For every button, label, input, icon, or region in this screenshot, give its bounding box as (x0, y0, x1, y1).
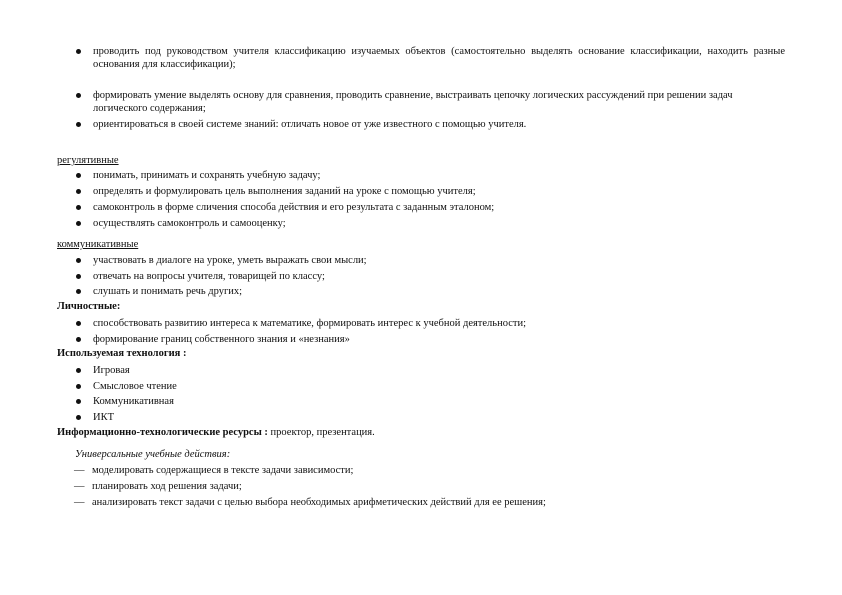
list-item-text: анализировать текст задачи с целью выбора необходимых арифметических действий для ее решения; (92, 497, 546, 508)
bullet-icon (76, 274, 81, 279)
list-item (93, 380, 177, 393)
list-item (93, 89, 745, 115)
bullet-icon (76, 384, 81, 389)
list-item (93, 411, 114, 424)
bullet-icon (76, 189, 81, 194)
bullet-icon (76, 173, 81, 178)
list-item-text: планировать ход решения задачи; (92, 481, 242, 492)
list-item (93, 364, 130, 377)
list-item (93, 254, 367, 267)
list-item (93, 270, 325, 283)
list-item (93, 45, 785, 71)
list-item (93, 169, 320, 182)
bullet-icon (76, 399, 81, 404)
list-item (93, 285, 242, 298)
dash-marker: — (74, 481, 85, 492)
section-title-universal: Универсальные учебные действия: (75, 449, 231, 460)
list-item (93, 185, 476, 198)
list-item (93, 395, 174, 408)
bullet-icon (76, 93, 81, 98)
list-item (93, 333, 350, 346)
bullet-icon (76, 205, 81, 210)
bullet-icon (76, 258, 81, 263)
list-item-text: ИКТ (93, 412, 114, 423)
list-item (74, 480, 242, 493)
list-item-text: моделировать содержащиеся в тексте задачи зависимости; (92, 465, 354, 476)
bullet-icon (76, 49, 81, 54)
bullet-icon (76, 337, 81, 342)
section-title-communicative: коммуникативные (57, 239, 139, 250)
section-title-technology: Используемая технология : (57, 348, 187, 359)
section-title-resources: Информационно-технологические ресурсы : (57, 427, 268, 438)
list-item-text: отвечать на вопросы учителя, товарищей по классу; (93, 271, 325, 282)
list-item-text: определять и формулировать цель выполнения заданий на уроке с помощью учителя; (93, 186, 476, 197)
list-item-text: самоконтроль в форме сличения способа действия и его результата с заданным эталоном; (93, 202, 495, 213)
bullet-icon (76, 221, 81, 226)
section-title-personal: Личностные: (57, 301, 121, 312)
list-item-text: способствовать развитию интереса к математике, формировать интерес к учебной деятельности; (93, 318, 527, 329)
list-item-text: понимать, принимать и сохранять учебную задачу; (93, 170, 321, 181)
list-item (93, 317, 526, 330)
bullet-icon (76, 415, 81, 420)
list-item-text: формировать умение выделять основу для сравнения, проводить сравнение, выстраивать цепочку логических рассуждений при решении задач логического содержания; (93, 90, 733, 114)
dash-marker: — (74, 497, 85, 508)
list-item (74, 496, 546, 509)
list-item-text: слушать и понимать речь других; (93, 286, 243, 297)
list-item (93, 118, 785, 131)
list-item-text: ориентироваться в своей системе знаний: отличать новое от уже известного с помощью учителя. (93, 119, 527, 130)
list-item (74, 464, 354, 477)
list-item-text: проводить под руководством учителя классификацию изучаемых объектов (самостоятельно выделять основание классификации, находить разные основания для классификации); (93, 46, 785, 70)
dash-marker: — (74, 465, 85, 476)
resources-value: проектор, презентация. (267, 427, 375, 438)
resources-line (57, 426, 375, 439)
list-item-text: Смысловое чтение (93, 381, 177, 392)
list-item-text: формирование границ собственного знания и «незнания» (93, 334, 350, 345)
list-item (93, 217, 286, 230)
section-title-regulatory: регулятивные (57, 155, 119, 166)
list-item-text: Коммуникативная (93, 396, 174, 407)
list-item-text: Игровая (93, 365, 130, 376)
bullet-icon (76, 321, 81, 326)
bullet-icon (76, 122, 81, 127)
list-item-text: осуществлять самоконтроль и самооценку; (93, 218, 286, 229)
list-item (93, 201, 494, 214)
bullet-icon (76, 289, 81, 294)
list-item-text: участвовать в диалоге на уроке, уметь выражать свои мысли; (93, 255, 367, 266)
bullet-icon (76, 368, 81, 373)
